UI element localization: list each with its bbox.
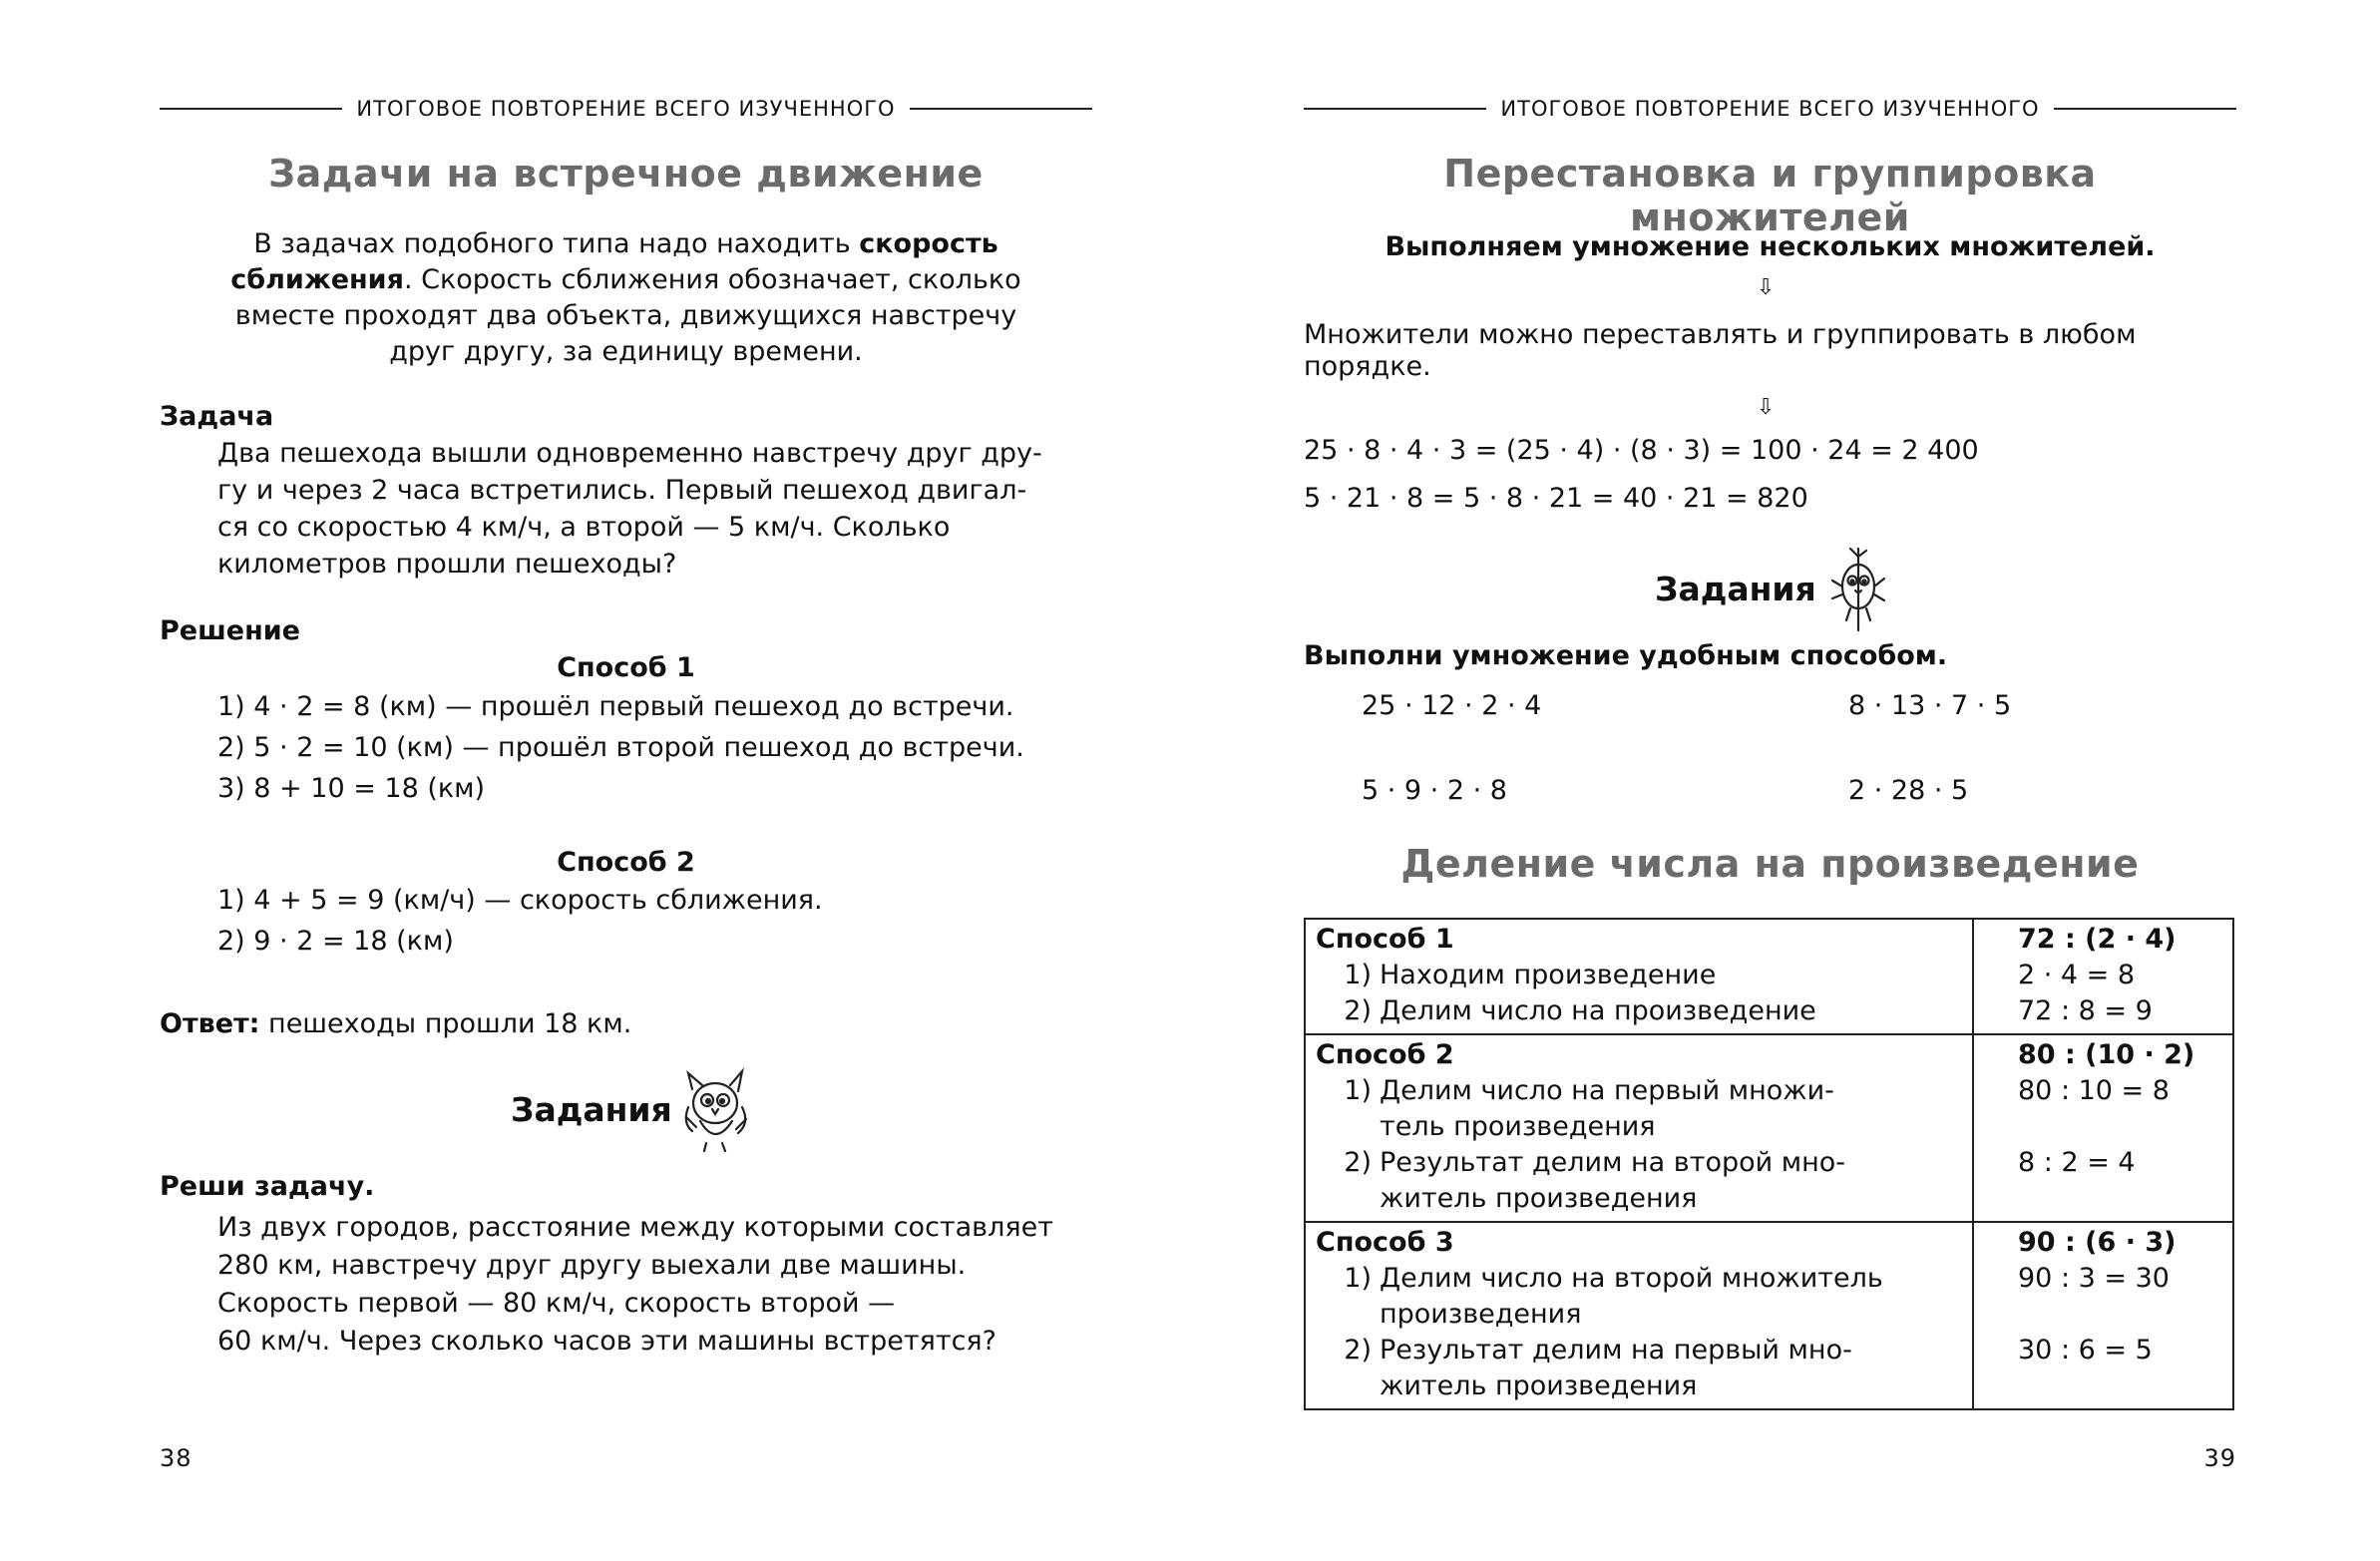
running-head (1304, 97, 2236, 121)
step-number: 1) (1344, 960, 1372, 990)
method-label: Способ 3 (1316, 1227, 1454, 1258)
calc-expression: 72 : (2 · 4) (2018, 924, 2177, 955)
task-line: Из двух городов, расстояние между которыми составляет (217, 1212, 1053, 1243)
table-row (1305, 1222, 2233, 1409)
division-table (1304, 918, 2234, 1410)
intro-text: В задачах подобного типа надо находить (253, 228, 851, 259)
answer-text: пешеходы прошли 18 км. (268, 1008, 632, 1039)
task-line: Скорость первой — 80 км/ч, скорость второй — (217, 1288, 896, 1319)
step-text: произведения (1380, 1299, 1582, 1330)
method-step (1316, 1261, 1962, 1297)
tasks-heading-text: Задания (1655, 570, 1816, 608)
running-head-rule (910, 108, 1092, 110)
method-step-cont (1316, 1297, 1962, 1333)
rule-line: Множители можно переставлять и группировать в любом (1304, 319, 2137, 350)
rule-line: порядке. (1304, 351, 1431, 382)
calc-cell (1973, 919, 2233, 1034)
intro-line (160, 262, 1092, 298)
method-step (1316, 958, 1962, 993)
method-step-cont (1316, 1109, 1962, 1145)
calc-line: 80 : 10 = 8 (2018, 1075, 2170, 1106)
calc-line: 90 : 3 = 30 (2018, 1263, 2170, 1294)
method-heading: Способ 1 (557, 652, 695, 683)
solution-step: 1) 4 + 5 = 9 (км/ч) — скорость сближения. (217, 885, 823, 916)
method-step-cont (1316, 1181, 1962, 1217)
task-instruction: Реши задачу. (160, 1171, 375, 1202)
calc-line: 2 · 4 = 8 (2018, 960, 2136, 990)
method-label: Способ 1 (1316, 924, 1454, 955)
method-label: Способ 2 (1316, 1039, 1454, 1070)
calc-cell (1973, 1034, 2233, 1222)
solution-step: 3) 8 + 10 = 18 (км) (217, 773, 486, 804)
problem-line: гу и через 2 часа встретились. Первый пешеход двигал- (217, 475, 1027, 506)
exercise: 2 · 28 · 5 (1848, 775, 1969, 806)
method-cell (1305, 919, 1973, 1034)
tasks-heading (1655, 547, 1897, 631)
step-text: Находим произведение (1380, 960, 1717, 990)
step-text: Делим число на первый множи- (1380, 1075, 1834, 1106)
page-title: Перестановка и группировка множителей (1443, 152, 2097, 239)
method-step (1316, 1073, 1962, 1109)
calc-line: 30 : 6 = 5 (2018, 1335, 2153, 1366)
owl-icon (678, 1067, 753, 1152)
calc-expression: 90 : (6 · 3) (2018, 1227, 2177, 1258)
step-text: житель произведения (1380, 1370, 1698, 1401)
intro-bold: скорость (859, 228, 998, 259)
owl-icon (1822, 547, 1897, 631)
step-text: Делим число на второй множитель (1380, 1263, 1883, 1294)
solution-step: 2) 5 · 2 = 10 (км) — прошёл второй пешеход до встречи. (217, 732, 1024, 763)
example-line: 5 · 21 · 8 = 5 · 8 · 21 = 40 · 21 = 820 (1304, 483, 1808, 514)
task-line: 280 км, навстречу друг другу выехали две машины. (217, 1250, 967, 1281)
tasks-heading (511, 1067, 753, 1152)
running-head-rule (160, 108, 342, 110)
tasks-heading-text: Задания (511, 1090, 672, 1129)
exercise: 8 · 13 · 7 · 5 (1848, 690, 2012, 721)
method-cell (1305, 1034, 1973, 1222)
problem-line: ся со скоростью 4 км/ч, а второй — 5 км/ч. Сколько (217, 512, 951, 543)
intro-line: вместе проходят два объекта, движущихся навстречу (234, 300, 1017, 331)
answer-label: Ответ: (160, 1008, 260, 1039)
intro-bold: сближения (230, 264, 404, 295)
page-number: 39 (2203, 1444, 2236, 1472)
exercise: 25 · 12 · 2 · 4 (1362, 690, 1542, 721)
step-text: житель произведения (1380, 1183, 1698, 1214)
down-arrow-icon: ⇩ (1757, 275, 1776, 300)
task-instruction: Выполни умножение удобным способом. (1304, 640, 1948, 671)
left-page (160, 0, 1092, 1561)
method-step-cont (1316, 1368, 1962, 1404)
page-number: 38 (160, 1444, 193, 1472)
solution-label: Решение (160, 615, 300, 646)
intro-line (160, 226, 1092, 262)
calc-cell (1973, 1222, 2233, 1409)
intro-text: . Скорость сближения обозначает, сколько (403, 264, 1021, 295)
step-indent (1316, 1368, 1380, 1404)
step-indent (1316, 1109, 1380, 1145)
calc-line: 8 : 2 = 4 (2018, 1147, 2136, 1178)
step-indent (1316, 1297, 1380, 1333)
calc-line: 72 : 8 = 9 (2018, 995, 2153, 1026)
step-text: Результат делим на второй мно- (1380, 1147, 1846, 1178)
step-number: 1) (1344, 1263, 1372, 1294)
step-text: Делим число на произведение (1380, 995, 1816, 1026)
method-cell (1305, 1222, 1973, 1409)
problem-label: Задача (160, 401, 274, 432)
page-title: Задачи на встречное движение (268, 152, 984, 195)
running-head-rule (2054, 108, 2236, 110)
right-page (1304, 0, 2236, 1561)
problem-line: Два пешехода вышли одновременно навстречу друг дру- (217, 438, 1042, 469)
running-head (160, 97, 1092, 121)
method-step (1316, 993, 1962, 1029)
down-arrow-icon: ⇩ (1757, 395, 1776, 420)
method-step (1316, 1145, 1962, 1181)
running-head-text: ИТОГОВОЕ ПОВТОРЕНИЕ ВСЕГО ИЗУЧЕННОГО (1500, 97, 2040, 121)
example-line: 25 · 8 · 4 · 3 = (25 · 4) · (8 · 3) = 100 · 24 = 2 400 (1304, 435, 1979, 466)
solution-step: 2) 9 · 2 = 18 (км) (217, 926, 454, 957)
step-number: 2) (1344, 1335, 1372, 1366)
intro-line: друг другу, за единицу времени. (389, 336, 863, 367)
method-step (1316, 1333, 1962, 1368)
solution-step: 1) 4 · 2 = 8 (км) — прошёл первый пешеход до встречи. (217, 691, 1014, 722)
table-row (1305, 919, 2233, 1034)
step-number: 2) (1344, 1147, 1372, 1178)
step-text: Результат делим на первый мно- (1380, 1335, 1852, 1366)
table-row (1305, 1034, 2233, 1222)
step-indent (1316, 1181, 1380, 1217)
section-title: Деление числа на произведение (1400, 842, 2140, 886)
step-text: тель произведения (1380, 1111, 1656, 1142)
subtitle: Выполняем умножение нескольких множителей. (1385, 231, 2156, 262)
answer-line (160, 1006, 631, 1042)
running-head-text: ИТОГОВОЕ ПОВТОРЕНИЕ ВСЕГО ИЗУЧЕННОГО (356, 97, 896, 121)
step-number: 1) (1344, 1075, 1372, 1106)
exercise: 5 · 9 · 2 · 8 (1362, 775, 1507, 806)
problem-line: километров прошли пешеходы? (217, 549, 677, 580)
method-heading: Способ 2 (557, 847, 695, 878)
running-head-rule (1304, 108, 1486, 110)
step-number: 2) (1344, 995, 1372, 1026)
task-line: 60 км/ч. Через сколько часов эти машины встретятся? (217, 1326, 996, 1357)
calc-expression: 80 : (10 · 2) (2018, 1039, 2195, 1070)
